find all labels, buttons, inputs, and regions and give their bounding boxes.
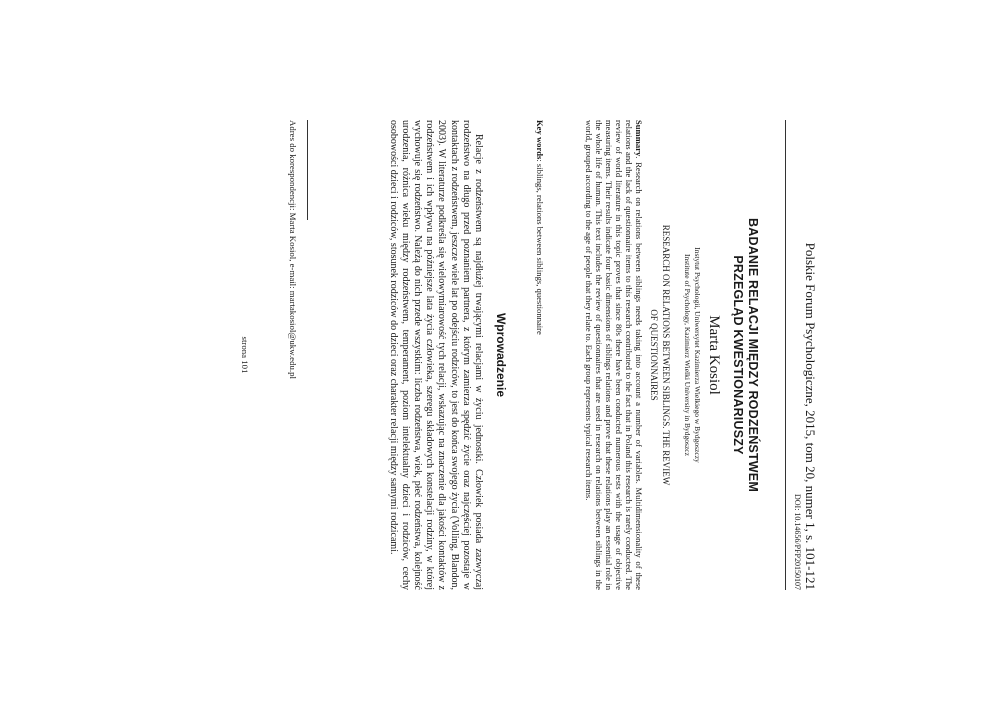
affiliation-pl: Instytut Psychologii, Uniwersytet Kazimierza Wielkiego w Bydgoszczy (693, 247, 702, 463)
author-name: Marta Kosiol (706, 315, 722, 395)
doi: DOI: 10.14656/PFP20150107 (793, 493, 802, 590)
title-line-2: PRZEGLĄD KWESTIONARIUSZY (731, 255, 745, 455)
english-title (648, 120, 672, 590)
footnote: Adres do korespondencji: Marta Kosiol, e-mail: martakosiol@ukw.edu.pl (288, 120, 298, 379)
affiliation (682, 120, 702, 590)
english-title-line-2: OF QUESTIONNAIRES (649, 309, 659, 401)
keywords (535, 120, 545, 590)
page-number: strona 101 (240, 336, 250, 374)
rotated-article-page (180, 120, 820, 590)
header-rule (785, 120, 786, 590)
footnote-rule (307, 120, 308, 220)
title-line-1: BADANIE RELACJI MIĘDZY RODZEŃSTWEM (746, 218, 760, 492)
summary (584, 120, 644, 590)
summary-text: . Research on relations between siblings needs taking into account a number of variables. Multidimensionality of these relations and the lack of questionnaire items to this research contributed to the fact that in Poland this research is rarely conducted. The review of world literature in this topic proves that since 80s there have been conducted numerous tests with the usage of objective measuring items. Their results indicate four basic dimensions of siblings relations and prove that these relations play an essential role in the whole life of human. This text includes the review of questionnaires that are used in research on relations between siblings in the world, grouped according to the age of people that they relate to. Each group represents typical research items. (584, 120, 644, 590)
summary-label: Summary (634, 120, 644, 157)
body-paragraph: Relacje z rodzeństwem są najdłużej trwającymi relacjami w życiu jednostki. Człowiek posiada zazwyczaj rodzeństwo na długo przed poznaniem partnera, z którym zamierza spędzić życie oraz najczęściej pozostaje w kontaktach z rodzeństwem, jeszcze wiele lat po odejściu rodziców, to jest do końca swojego życia (Volling, Blandon, 2003). W literaturze podkreśla się wielowymiarowość tych relacji, wskazując na znaczenie dla jakości kontaktów z rodzeństwem i ich wpływu na późniejsze lata życia człowieka, szeregu składowych konstelacji rodziny, w której wychowuje się rodzeństwo. Należą do nich przede wszystkim: liczba rodzeństwa, wiek, płeć rodzeństwa, kolejność urodzenia, różnica wieku między rodzeństwem, temperament, poziom intelektualny dzieci i rodziców, cechy osobowości dzieci i rodziców, stosunek rodziców do dzieci oraz charakter relacji między samymi rodzicami. (387, 120, 484, 590)
keywords-text: : siblings, relations between siblings, questionnaire (535, 159, 545, 335)
section-heading: Wprowadzenie (494, 312, 508, 397)
affiliation-en: Institute of Psychology, Kazimierz Wielki University in Bydgoszcz (683, 254, 692, 456)
keywords-label: Key words (535, 120, 545, 160)
article-title (730, 120, 760, 590)
english-title-line-1: RESEARCH ON RELATIONS BETWEEN SIBLINGS. THE REVIEW (661, 224, 671, 486)
journal-citation: Polskie Forum Psychologiczne, 2015, tom 20, numer 1, s. 101-121 (803, 242, 818, 590)
